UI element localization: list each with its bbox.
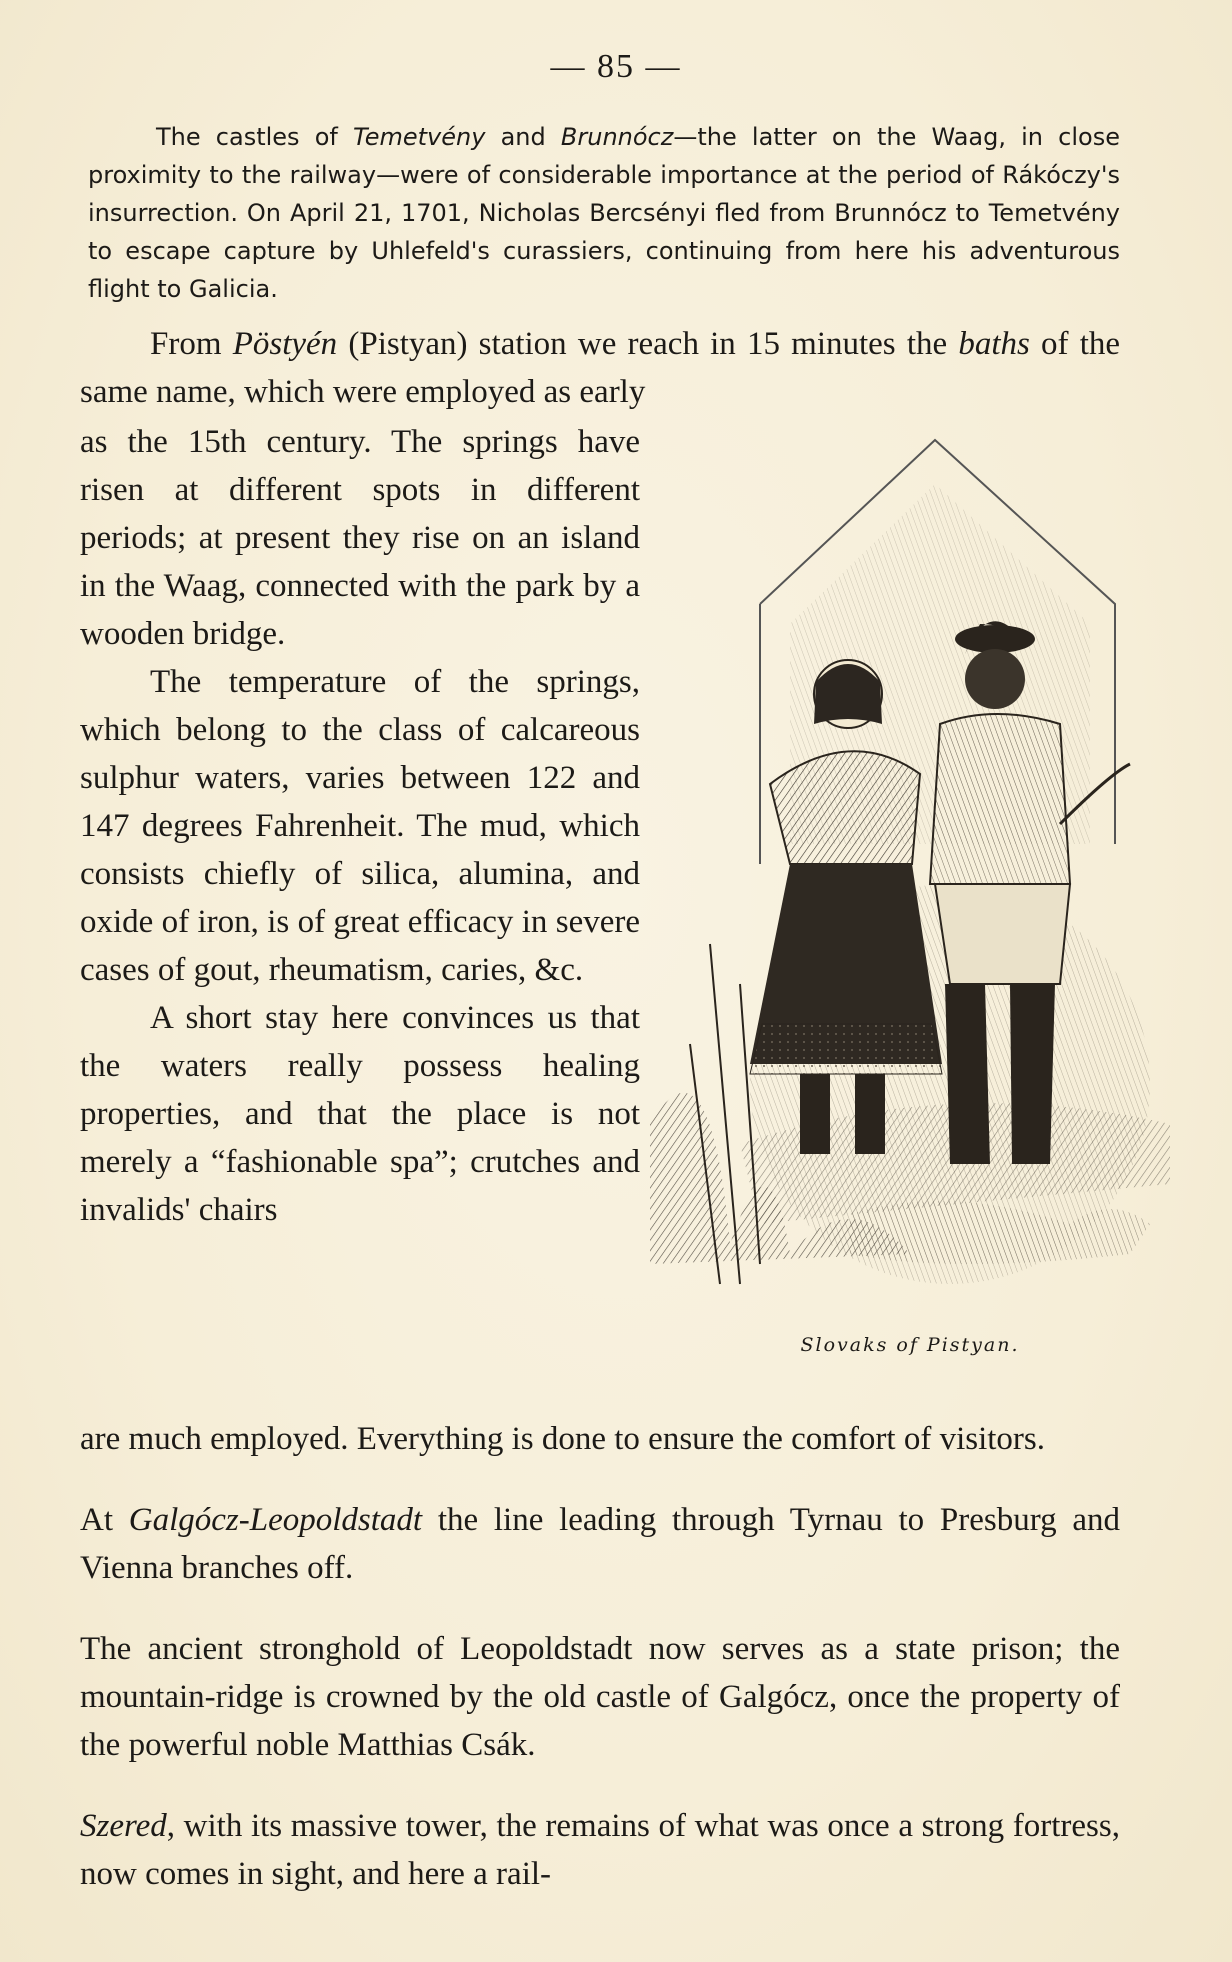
paragraph-short-stay-cont: are much employed. Everything is done to ensure the comfort of visitors. bbox=[80, 1421, 1046, 1457]
place-brunnocz: Brunnócz bbox=[560, 123, 674, 151]
paragraph-leopoldstadt: The ancient stronghold of Leopoldstadt now serves as a state prison; the mountain-ridge is crowned by the old castle of Galgócz, once the property of the powerful noble Matthias Csák. bbox=[80, 1631, 1120, 1763]
paragraph-galgocz: At Galgócz-Leopoldstadt the line leading through Tyrnau to Presburg and Vienna branches off. bbox=[80, 1502, 1121, 1586]
paragraph-szered: Szered, with its massive tower, the remains of what was once a strong fortress, now comes in sight, and here a rail- bbox=[80, 1808, 1120, 1892]
text-tail bbox=[80, 1382, 1120, 1931]
paragraph-temperature: The temperature of the springs, which belong to the class of calcareous sulphur waters, varies between 122 and 147 degrees Fahrenheit. The mud, which consists chiefly of silica, alumina, and oxide of iron, is of great efficacy in severe cases of gout, rheumatism, caries, &c. bbox=[80, 664, 640, 988]
place-postyen: Pöstyén bbox=[232, 326, 338, 362]
paragraph-short-stay: A short stay here convinces us that the waters really possess healing properties, and that the place is not merely a “fashionable spa”; crutches and invalids' chairs bbox=[80, 1000, 640, 1228]
engraving-slovaks bbox=[650, 424, 1170, 1304]
text-column bbox=[80, 418, 640, 1234]
paragraph-springs-cont: as the 15th century. The springs have risen at different spots in different periods; at present they rise on an island in the Waag, connected with the park by a wooden bridge. bbox=[80, 424, 640, 652]
intro-paragraph: The castles of Temetvény and Brunnócz—the latter on the Waag, in close proximity to the railway—were of considerable importance at the period of Rákóczy's insurrection. On April 21, 1701, Nicholas Bercsényi fled from Brunnócz to Temetvény to escape capture by Uhlefeld's curassiers, continuing from here his adventurous flight to Galicia. bbox=[88, 123, 1120, 303]
paragraph-postyen: From Pöstyén (Pistyan) station we reach in 15 minutes the baths of the same name, which were employed as early bbox=[80, 326, 1121, 410]
place-temetveny: Temetvény bbox=[353, 123, 486, 151]
place-szered: Szered bbox=[80, 1808, 167, 1844]
illustration-caption: Slovaks of Pistyan. bbox=[800, 1334, 1020, 1356]
page-number: — 85 — bbox=[550, 48, 682, 85]
word-baths: baths bbox=[958, 326, 1030, 362]
place-galgocz-leopoldstadt: Galgócz-Leopoldstadt bbox=[128, 1502, 423, 1538]
